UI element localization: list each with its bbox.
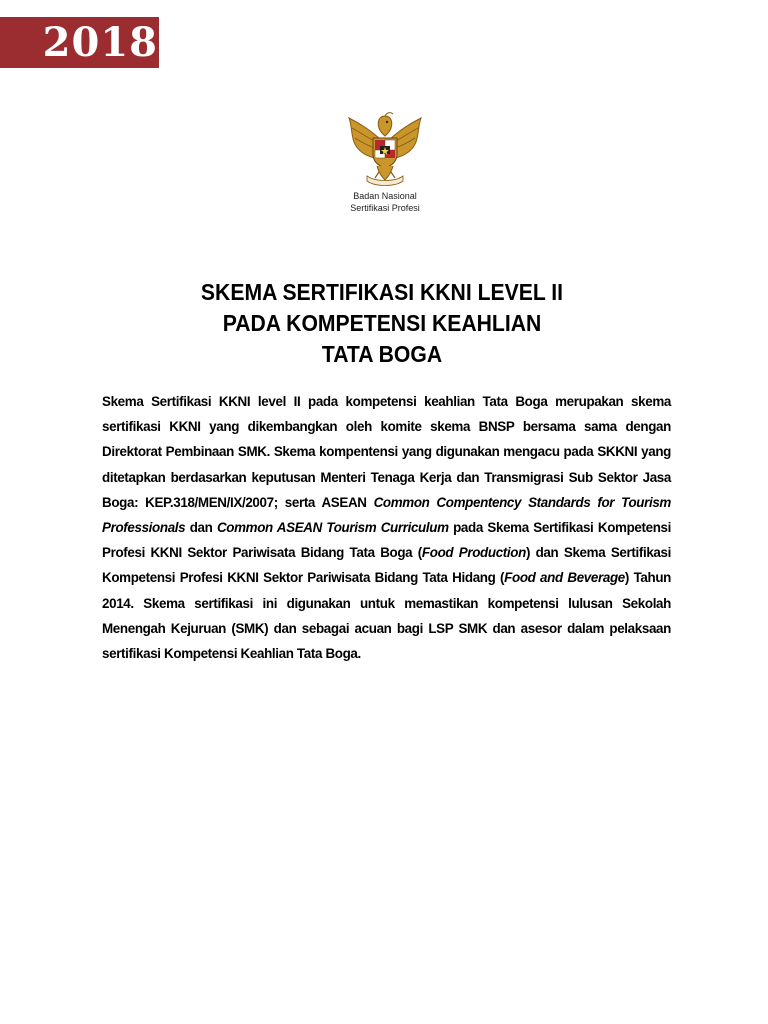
body-paragraph <box>102 389 671 666</box>
title-line1: SKEMA SERTIFIKASI KKNI LEVEL II <box>200 279 564 305</box>
title-line2: PADA KOMPETENSI KEAHLIAN <box>222 310 542 336</box>
year-label: 2018 <box>42 19 158 66</box>
body-segment: dan <box>185 520 217 536</box>
body-segment: ) Tahun 2014. Skema sertifikasi ini digunakan untuk memastikan kompetensi lulusan Sekolah Menengah Kejuruan (SMK) dan sebagai acuan bagi LSP SMK dan asesor dalam pelaksaan sertifikasi Kompetensi Keahlian Tata Boga. <box>102 570 671 662</box>
logo-caption-line2: Sertifikasi Profesi <box>350 203 420 213</box>
body-italic-segment: Common Compentency Standards for Tourism Professionals <box>102 494 671 536</box>
body-italic-segment: Food Production <box>421 545 526 561</box>
bnsp-logo <box>343 102 427 218</box>
body-segment: ) dan Skema Sertifikasi Kompetensi Profesi KKNI Sektor Pariwisata Bidang Tata Hidang ( <box>102 545 672 586</box>
garuda-emblem-icon <box>343 102 427 188</box>
logo-caption-line1: Badan Nasional <box>353 191 417 201</box>
body-italic-segment: Common ASEAN Tourism Curriculum <box>216 520 449 536</box>
logo-caption <box>343 190 427 214</box>
document-title <box>123 277 642 370</box>
body-segment: Skema Sertifikasi KKNI level II pada kompetensi keahlian Tata Boga merupakan skema sertifikasi KKNI yang dikembangkan oleh komite skema BNSP bersama sama dengan Direktorat Pembinaan SMK. Skema kompentensi yang digunakan mengacu pada SKKNI yang ditetapkan berdasarkan keputusan Menteri Tenaga Kerja dan Transmigrasi Sub Sektor Jasa Boga: KEP.318/MEN/IX/2007; serta ASEAN <box>102 394 671 510</box>
year-banner <box>0 17 159 68</box>
body-italic-segment: Food and Beverage <box>504 570 625 586</box>
title-line3: TATA BOGA <box>321 341 443 367</box>
body-segment: pada Skema Sertifikasi Kompetensi Profesi KKNI Sektor Pariwisata Bidang Tata Boga ( <box>102 520 672 561</box>
